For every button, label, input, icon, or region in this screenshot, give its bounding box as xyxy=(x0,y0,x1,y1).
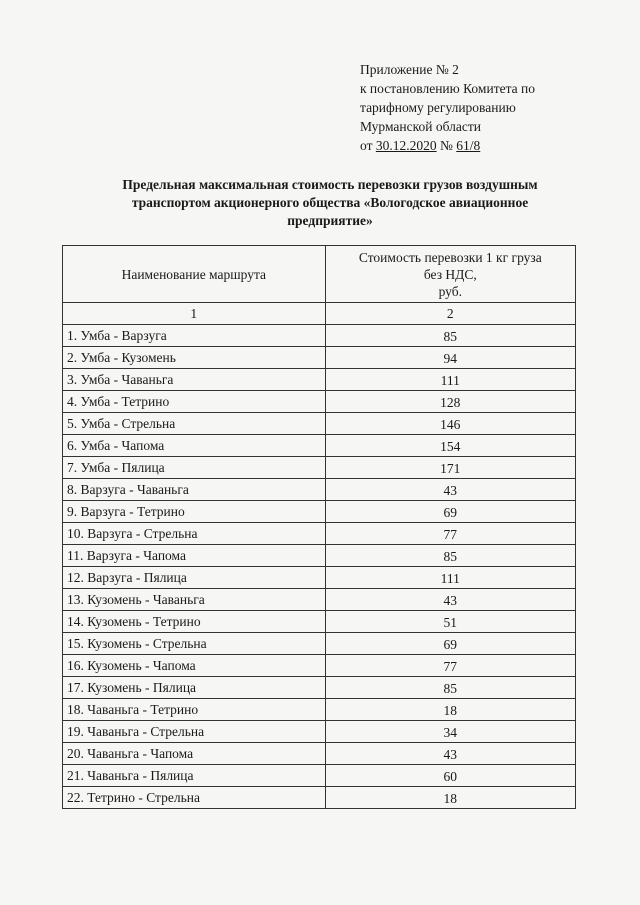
cost-cell: 111 xyxy=(325,567,575,589)
title-line: транспортом акционерного общества «Вологодское авиационное xyxy=(131,195,529,210)
table-row xyxy=(63,743,576,765)
table-row xyxy=(63,721,576,743)
route-cell: 12. Варзуга - Пялица xyxy=(63,567,326,589)
cost-cell: 18 xyxy=(325,699,575,721)
route-cell: 2. Умба - Кузомень xyxy=(63,347,326,369)
cost-cell: 43 xyxy=(325,589,575,611)
tariff-table xyxy=(62,245,576,809)
route-cell: 21. Чаваньга - Пялица xyxy=(63,765,326,787)
resolution-date: 30.12.2020 xyxy=(375,138,437,153)
table-row xyxy=(63,391,576,413)
table-row xyxy=(63,369,576,391)
column-number: 1 xyxy=(63,303,326,325)
cost-cell: 128 xyxy=(325,391,575,413)
number-sign: № xyxy=(436,138,457,153)
table-row xyxy=(63,435,576,457)
route-cell: 19. Чаваньга - Стрельна xyxy=(63,721,326,743)
title-line: Предельная максимальная стоимость перевозки грузов воздушным xyxy=(122,177,538,192)
route-cell: 14. Кузомень - Тетрино xyxy=(63,611,326,633)
table-header-row xyxy=(63,246,576,303)
cost-header-line: руб. xyxy=(438,283,462,299)
table-row xyxy=(63,479,576,501)
cost-cell: 69 xyxy=(325,633,575,655)
date-prefix: от xyxy=(360,138,376,153)
table-row xyxy=(63,501,576,523)
route-cell: 11. Варзуга - Чапома xyxy=(63,545,326,567)
route-cell: 13. Кузомень - Чаваньга xyxy=(63,589,326,611)
table-row xyxy=(63,589,576,611)
cost-cell: 171 xyxy=(325,457,575,479)
route-cell: 22. Тетрино - Стрельна xyxy=(63,787,326,809)
cost-cell: 69 xyxy=(325,501,575,523)
route-cell: 15. Кузомень - Стрельна xyxy=(63,633,326,655)
resolution-number: 61/8 xyxy=(456,138,481,153)
cost-header-line: без НДС, xyxy=(423,266,477,282)
table-row xyxy=(63,787,576,809)
appendix-header xyxy=(360,60,535,155)
cost-cell: 85 xyxy=(325,325,575,347)
table-row xyxy=(63,633,576,655)
route-cell: 8. Варзуга - Чаваньга xyxy=(63,479,326,501)
table-row xyxy=(63,523,576,545)
appendix-line: тарифному регулированию xyxy=(360,100,516,115)
table-row xyxy=(63,699,576,721)
appendix-line: к постановлению Комитета по xyxy=(360,81,535,96)
cost-cell: 111 xyxy=(325,369,575,391)
route-cell: 18. Чаваньга - Тетрино xyxy=(63,699,326,721)
cost-cell: 94 xyxy=(325,347,575,369)
cost-cell: 85 xyxy=(325,545,575,567)
appendix-date-line xyxy=(360,136,535,155)
appendix-line: Мурманской области xyxy=(360,119,481,134)
route-cell: 16. Кузомень - Чапома xyxy=(63,655,326,677)
cost-cell: 43 xyxy=(325,479,575,501)
table-row xyxy=(63,611,576,633)
table-row xyxy=(63,347,576,369)
route-column-header: Наименование маршрута xyxy=(63,246,326,303)
appendix-line: Приложение № 2 xyxy=(360,62,459,77)
document-title xyxy=(70,176,590,230)
cost-cell: 154 xyxy=(325,435,575,457)
route-cell: 6. Умба - Чапома xyxy=(63,435,326,457)
route-cell: 3. Умба - Чаваньга xyxy=(63,369,326,391)
cost-cell: 77 xyxy=(325,655,575,677)
column-number-row xyxy=(63,303,576,325)
cost-cell: 34 xyxy=(325,721,575,743)
table-row xyxy=(63,677,576,699)
route-cell: 1. Умба - Варзуга xyxy=(63,325,326,347)
route-cell: 9. Варзуга - Тетрино xyxy=(63,501,326,523)
cost-column-header xyxy=(325,246,575,303)
table-row xyxy=(63,655,576,677)
table-row xyxy=(63,567,576,589)
cost-cell: 51 xyxy=(325,611,575,633)
cost-cell: 77 xyxy=(325,523,575,545)
title-line: предприятие» xyxy=(287,213,373,228)
route-cell: 4. Умба - Тетрино xyxy=(63,391,326,413)
cost-cell: 43 xyxy=(325,743,575,765)
column-number: 2 xyxy=(325,303,575,325)
cost-cell: 18 xyxy=(325,787,575,809)
route-cell: 5. Умба - Стрельна xyxy=(63,413,326,435)
cost-cell: 60 xyxy=(325,765,575,787)
table-row xyxy=(63,765,576,787)
route-cell: 7. Умба - Пялица xyxy=(63,457,326,479)
cost-header-line: Стоимость перевозки 1 кг груза xyxy=(358,249,542,265)
route-cell: 10. Варзуга - Стрельна xyxy=(63,523,326,545)
table-row xyxy=(63,325,576,347)
table-row xyxy=(63,413,576,435)
table-row xyxy=(63,545,576,567)
route-cell: 20. Чаваньга - Чапома xyxy=(63,743,326,765)
cost-cell: 146 xyxy=(325,413,575,435)
table-row xyxy=(63,457,576,479)
route-cell: 17. Кузомень - Пялица xyxy=(63,677,326,699)
cost-cell: 85 xyxy=(325,677,575,699)
